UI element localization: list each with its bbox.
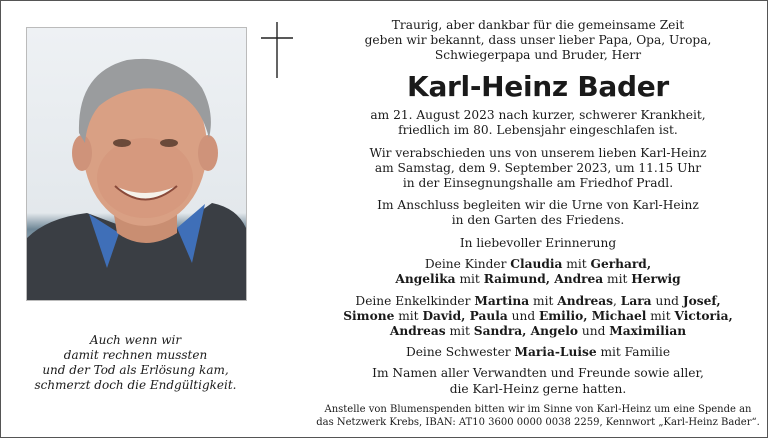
grandchildren-line: Deine Enkelkinder Martina mit Andreas, Lara und Josef, xyxy=(355,293,721,308)
intro-line: geben wir bekannt, dass unser lieber Papa, Opa, Uropa, xyxy=(364,33,712,48)
relatives-line: Im Namen aller Verwandten und Freunde sowie aller, xyxy=(372,366,704,381)
death-line: am 21. August 2023 nach kurzer, schwerer Krankheit, xyxy=(370,107,706,122)
intro-line: Traurig, aber dankbar für die gemeinsame Zeit xyxy=(391,18,685,32)
sister-line: Deine Schwester Maria-Luise mit Familie xyxy=(405,345,671,360)
deceased-name: Karl-Heinz Bader xyxy=(407,69,669,103)
grandchildren-line: Simone mit David, Paula und Emilio, Michael mit Victoria, xyxy=(343,308,733,323)
urn-line: Im Anschluss begleiten wir die Urne von Karl-Heinz xyxy=(377,197,699,212)
grandchildren-line: Andreas mit Sandra, Angelo und Maximilian xyxy=(389,324,687,339)
donation-line: Anstelle von Blumenspenden bitten wir im Sinne von Karl-Heinz um eine Spende an xyxy=(324,403,752,415)
farewell-line: in der Einsegnungshalle am Friedhof Pradl. xyxy=(402,176,674,191)
children-line: Angelika mit Raimund, Andrea mit Herwig xyxy=(395,272,681,287)
cross-icon xyxy=(259,22,295,78)
memory-line: In liebevoller Erinnerung xyxy=(459,236,617,251)
portrait-photo xyxy=(26,27,247,301)
donation-line: das Netzwerk Krebs, IBAN: AT10 3600 0000 0038 2259, Kennwort „Karl-Heinz Bader“. xyxy=(316,416,760,428)
motto-quote: Auch wenn wir damit rechnen mussten und der Tod als Erlösung kam, schmerzt doch die Endgültigkeit. xyxy=(34,333,237,392)
farewell-line: Wir verabschieden uns von unserem lieben Karl-Heinz xyxy=(369,146,707,161)
announcement-text xyxy=(300,18,768,429)
urn-line: in den Garten des Friedens. xyxy=(451,212,625,227)
children-line: Deine Kinder Claudia mit Gerhard, xyxy=(424,257,652,272)
relatives-line: die Karl-Heinz gerne hatten. xyxy=(449,381,627,396)
farewell-line: am Samstag, dem 9. September 2023, um 11.15 Uhr xyxy=(374,161,702,176)
intro-line: Schwiegerpapa und Bruder, Herr xyxy=(434,48,642,63)
death-line: friedlich im 80. Lebensjahr eingeschlafen ist. xyxy=(398,122,678,137)
